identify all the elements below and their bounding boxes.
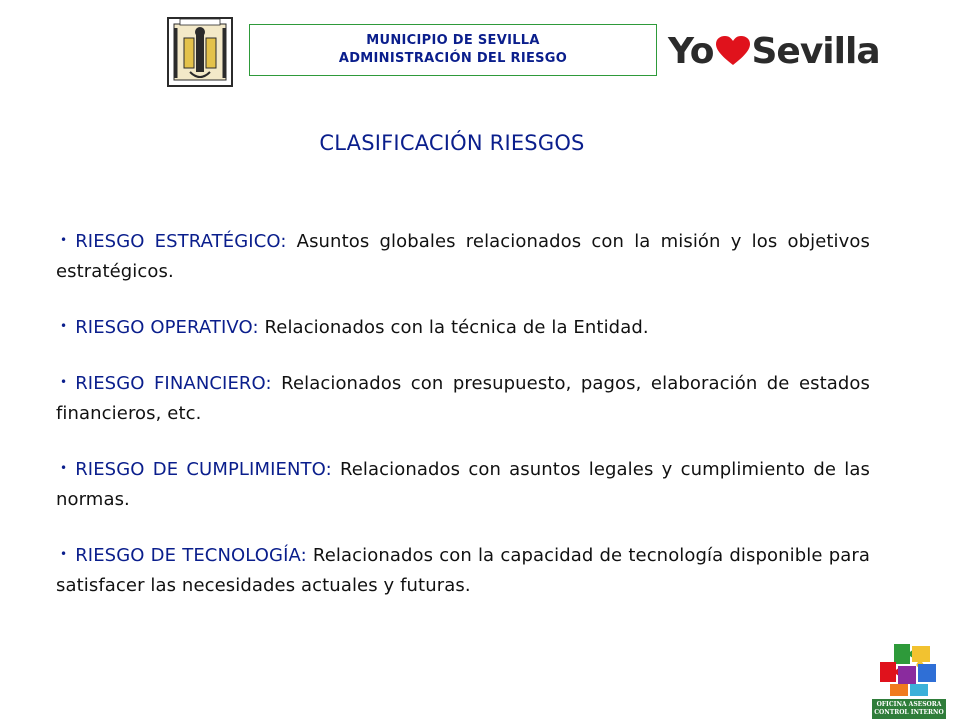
footer-logo-line-1: OFICINA ASESORA	[876, 701, 942, 708]
risk-item-head: RIESGO ESTRATÉGICO:	[75, 231, 287, 252]
risk-item-financial	[56, 367, 870, 429]
bullet-icon: •	[60, 547, 68, 561]
risk-item-text: Relacionados con la capacidad de tecnología disponible para satisfacer las necesidades actuales y futuras.	[56, 545, 870, 596]
brand-word-yo: Yo	[668, 30, 714, 72]
risk-item-strategic	[56, 225, 870, 287]
control-interno-logo	[872, 640, 946, 718]
risk-item-head: RIESGO FINANCIERO:	[75, 373, 272, 394]
risk-list	[56, 225, 870, 601]
header-box	[249, 24, 657, 76]
heart-icon	[716, 36, 750, 66]
footer-logo-line-2: CONTROL INTERNO	[874, 709, 944, 716]
risk-item-text: Asuntos globales relacionados con la misión y los objetivos estratégicos.	[56, 231, 870, 282]
risk-item-technology	[56, 539, 870, 601]
risk-item-head: RIESGO DE CUMPLIMIENTO:	[75, 459, 332, 480]
yo-sevilla-logo	[668, 28, 880, 74]
risk-item-operational	[56, 311, 870, 343]
city-shield-logo	[166, 16, 234, 88]
risk-item-text: Relacionados con presupuesto, pagos, elaboración de estados financieros, etc.	[56, 373, 871, 424]
footer-logo-label	[872, 699, 946, 719]
page-title: CLASIFICACIÓN RIESGOS	[319, 131, 585, 155]
risk-item-compliance	[56, 453, 870, 515]
brand-word-sevilla: Sevilla	[751, 30, 880, 72]
puzzle-icon	[872, 640, 946, 698]
bullet-icon: •	[60, 375, 68, 389]
risk-item-text: Relacionados con asuntos legales y cumplimiento de las normas.	[56, 459, 870, 510]
bullet-icon: •	[60, 319, 68, 333]
bullet-icon: •	[60, 233, 68, 247]
risk-item-text: Relacionados con la técnica de la Entidad.	[264, 317, 649, 338]
risk-item-head: RIESGO DE TECNOLOGÍA:	[75, 545, 307, 566]
bullet-icon: •	[60, 461, 68, 475]
header-line-1: MUNICIPIO DE SEVILLA	[366, 33, 540, 48]
risk-item-head: RIESGO OPERATIVO:	[75, 317, 259, 338]
header-line-2: ADMINISTRACIÓN DEL RIESGO	[338, 51, 568, 66]
